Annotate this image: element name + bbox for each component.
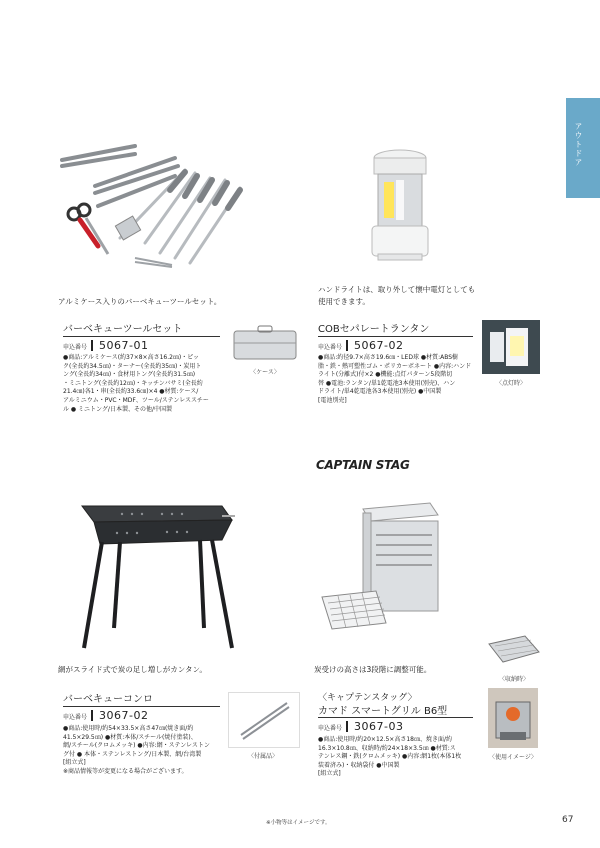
accessory-thumb-caption: 〈付属品〉 bbox=[247, 753, 278, 760]
footer-note: ※小物等はイメージです。 bbox=[266, 820, 331, 826]
bbq-grill-photo bbox=[72, 478, 242, 653]
product-3-title: バーベキューコンロ bbox=[63, 694, 153, 705]
tool-case-thumb-caption: 〈ケース〉 bbox=[250, 369, 280, 376]
product-2-description: ●商品:約径9.7×高さ19.6㎝・LED球 ●材質:ABS樹 脂・鉄・熱可塑性ゴム・ポリカーボネート ●内容:ハンド ライト(分離式)付×2 ●機能:点灯パターン5段階切 替 ●電池:ランタン/単1乾電池3本使用(別売)、ハン ドライト/単4乾電池各3本使用(別売) ●中国製 [電池別売] bbox=[318, 354, 472, 404]
product-1-code-row bbox=[63, 339, 148, 352]
usage-image-thumbnail bbox=[488, 688, 538, 748]
product-2-code-label: 申込番号 bbox=[318, 344, 343, 351]
folded-grill-thumb-caption: 〈収納時〉 bbox=[498, 676, 529, 683]
product-1-code-label: 申込番号 bbox=[63, 344, 88, 351]
product-2-code-row bbox=[318, 339, 403, 352]
product-3-code-row bbox=[63, 709, 148, 722]
product-1-title-rule bbox=[63, 336, 220, 337]
product-3-code-label: 申込番号 bbox=[63, 714, 88, 721]
page-number: 67 bbox=[562, 815, 574, 825]
tool-case-thumbnail bbox=[230, 325, 300, 365]
product-4-caption: 炭受けの高さは3段階に調整可能。 bbox=[314, 665, 432, 674]
product-2-title: COBセパレートランタン bbox=[318, 324, 430, 335]
product-4-subtitle: 〈キャプテンスタッグ〉 bbox=[318, 693, 417, 703]
product-3-title-rule bbox=[63, 706, 220, 707]
product-4-description: ●商品:使用時/約20×12.5×高さ18㎝、焼き面/約 16.3×10.8㎝、収納時/約24×18×3.5㎝ ●材質:ス テンレス鋼・鉄(クロムメッキ) ●内容:網1枚(本体1枚 装着済み)・収納袋付 ●中国製 [組立式] bbox=[318, 736, 462, 778]
category-side-tab bbox=[566, 98, 600, 198]
product-3-description: ●商品:使用時/約54×33.5×高さ47㎝(焼き面/約 41.5×29.5㎝) ●材質:本体/スチール(焼付塗装)、 網/スチール(クロムメッキ) ●内容:網・ステンレストン グ付 ● 本体・ステンレストング/日本製、網/台湾製 [組立式] ※商品情報等が変更になる場合がございます。 bbox=[63, 725, 210, 775]
cob-lantern-photo bbox=[360, 148, 440, 266]
lantern-lit-thumbnail bbox=[482, 320, 540, 374]
product-1-description: ●商品:アルミケース(約37×8×高さ16.2㎝)・ピッ ク(全長約34.5㎝)・ターナー(全長約35㎝)・炭用ト ング(全長約34㎝)・食材用トング(全長約31.5㎝) ・ミニトング(全長約12㎝)・キッチンバサミ(全長約 21.4㎝)各1・串(全長約33.6㎝)×4 ●材質:ケース/ アルミニウム・PVC・MDF、ツール/ステンレススチー ル ● ミニトング/日本製、その他/中国製 bbox=[63, 354, 209, 413]
bbq-tool-set-photo bbox=[50, 128, 255, 288]
product-1-title: バーベキューツールセット bbox=[63, 324, 183, 335]
product-1-caption: アルミケース入りのバーベキューツールセット。 bbox=[58, 297, 222, 306]
product-4-title: カマド スマートグリル B6型 bbox=[318, 706, 448, 717]
product-4-code-label: 申込番号 bbox=[318, 725, 343, 732]
accessory-tongs-thumbnail bbox=[228, 692, 300, 748]
product-4-code: 3067-03 bbox=[354, 720, 404, 733]
product-3-caption: 網がスライド式で炭の足し増しがカンタン。 bbox=[58, 665, 207, 674]
product-2-caption: ハンドライトは、取り外して懐中電灯としても 使用できます。 bbox=[318, 285, 476, 306]
product-1-code: 5067-01 bbox=[99, 339, 149, 352]
usage-image-thumb-caption: 〈使用イメージ〉 bbox=[489, 754, 537, 761]
product-4-code-row bbox=[318, 720, 403, 733]
folded-grill-thumbnail bbox=[485, 630, 543, 670]
product-2-title-rule bbox=[318, 336, 473, 337]
product-3-code: 3067-02 bbox=[99, 709, 149, 722]
captain-stag-logo: CAPTAIN STAG bbox=[316, 458, 410, 472]
product-2-code: 5067-02 bbox=[354, 339, 404, 352]
category-label: アウトドア bbox=[574, 122, 583, 167]
smart-grill-photo bbox=[318, 495, 448, 650]
product-4-title-rule bbox=[318, 717, 473, 718]
lantern-lit-thumb-caption: 〈点灯時〉 bbox=[495, 380, 526, 387]
